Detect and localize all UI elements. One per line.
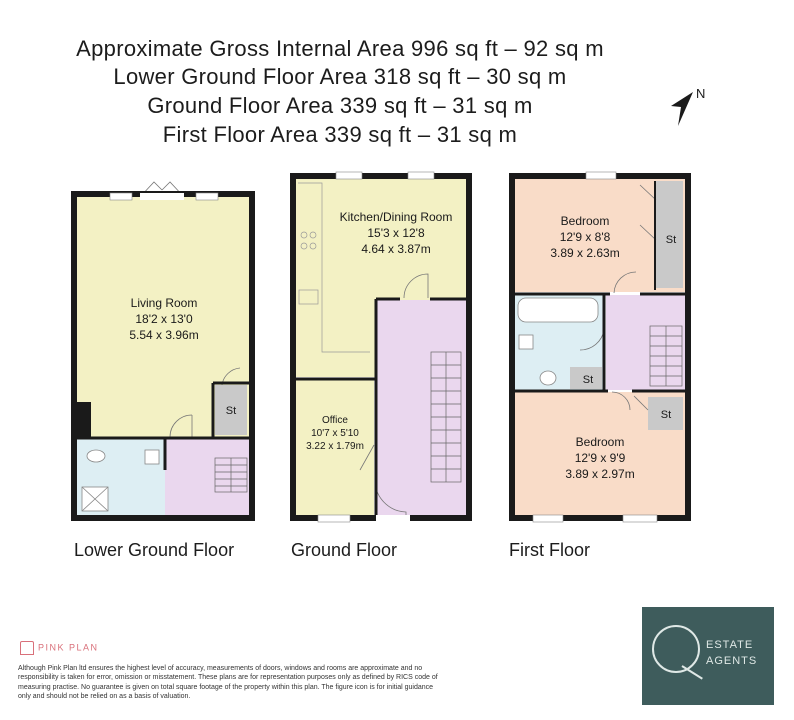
ground-floor-label: Ground Floor <box>291 540 398 560</box>
first-floor-plan <box>512 172 688 522</box>
bedroom2-name: Bedroom <box>575 435 625 449</box>
first-floor-label: First Floor <box>509 540 590 560</box>
bedroom2-imperial: 12'9 x 9'9 <box>574 451 626 465</box>
agent-line-1: ESTATE <box>706 639 754 651</box>
compass-label: N <box>696 86 706 101</box>
ff-store-a-label: St <box>665 234 677 246</box>
ground-floor-plan <box>293 172 469 522</box>
ff-store-c-label: St <box>660 409 672 421</box>
first-area-title: First Floor Area 339 sq ft – 31 sq m <box>162 122 518 147</box>
living-room-metric: 5.54 x 3.96m <box>129 328 199 342</box>
q-logo-icon <box>652 625 700 673</box>
pink-plan-brand-text: PINK PLAN <box>38 642 99 653</box>
lower-ground-floor-label: Lower Ground Floor <box>74 540 235 560</box>
disclaimer-text: Although Pink Plan ltd ensures the highest level of accuracy, measurements of doors, windows and rooms are approximate and no responsibility is taken for error, omission or misstatement. These plans are for representation purposes only as defined by RICS code of measuring practise. No guarantee is given on total square footage of the property within this plan. The figure icon is for initial guidance only and should not be relied on as a basis of valuation. <box>18 665 438 701</box>
lower-ground-area-title: Lower Ground Floor Area 318 sq ft – 30 sq m <box>113 64 567 89</box>
living-room-imperial: 18'2 x 13'0 <box>135 312 193 326</box>
kitchen-metric: 4.64 x 3.87m <box>361 242 431 256</box>
q-logo-tail <box>681 665 702 679</box>
office-imperial: 10'7 x 5'10 <box>311 428 359 439</box>
kitchen-imperial: 15'3 x 12'8 <box>367 226 425 240</box>
agent-logo-text <box>706 637 757 669</box>
agent-line-2: AGENTS <box>706 655 758 667</box>
ff-store-b-label: St <box>582 374 594 386</box>
lg-store-label: St <box>225 405 237 417</box>
bedroom1-metric: 3.89 x 2.63m <box>550 246 620 260</box>
living-room-name: Living Room <box>130 296 198 310</box>
kitchen-name: Kitchen/Dining Room <box>339 210 453 224</box>
bedroom2-metric: 3.89 x 2.97m <box>565 467 635 481</box>
lower-ground-floor-plan <box>74 182 252 518</box>
office-name: Office <box>322 415 348 426</box>
pink-plan-brand <box>20 641 99 655</box>
compass-icon <box>671 86 705 126</box>
office-metric: 3.22 x 1.79m <box>306 441 364 452</box>
gross-area-title: Approximate Gross Internal Area 996 sq ft – 92 sq m <box>76 36 604 61</box>
bedroom1-name: Bedroom <box>560 214 610 228</box>
ground-hall-area <box>377 300 466 515</box>
lg-hall-area <box>165 439 249 515</box>
agent-logo <box>642 607 774 705</box>
house-icon <box>20 641 34 655</box>
ground-area-title: Ground Floor Area 339 sq ft – 31 sq m <box>147 93 533 118</box>
bedroom1-imperial: 12'9 x 8'8 <box>559 230 611 244</box>
